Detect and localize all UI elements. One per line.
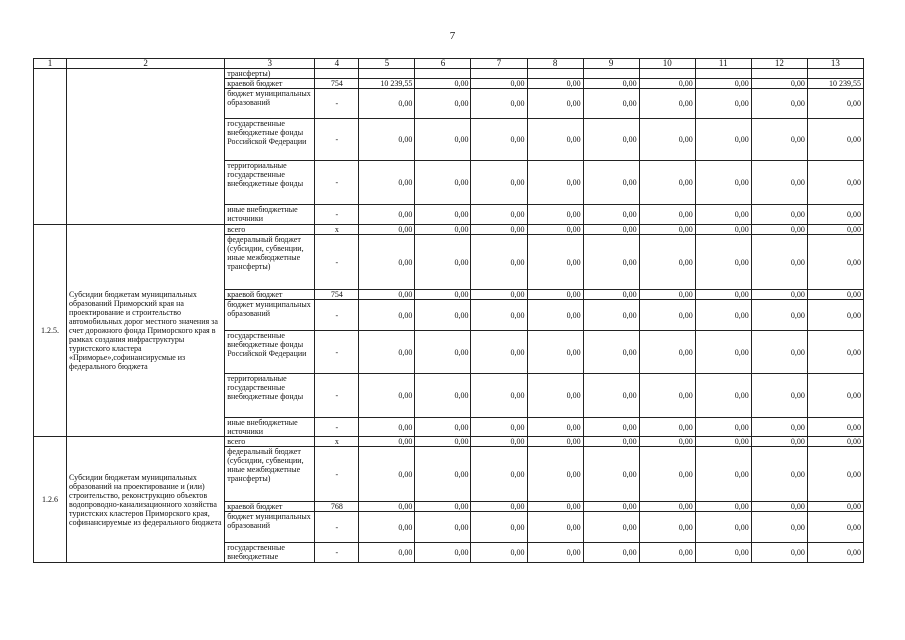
amount-cell: 0,00 (695, 418, 751, 437)
amount-cell: 0,00 (527, 79, 583, 89)
amount-cell: 0,00 (527, 512, 583, 543)
budget-code: - (315, 205, 359, 225)
amount-cell: 10 239,55 (807, 79, 863, 89)
funding-source: бюджет муниципальных образований (225, 300, 315, 331)
column-header: 3 (225, 59, 315, 69)
amount-cell: 0,00 (527, 225, 583, 235)
amount-cell: 0,00 (583, 79, 639, 89)
amount-cell: 0,00 (415, 161, 471, 205)
budget-code: 754 (315, 290, 359, 300)
amount-cell: 0,00 (527, 205, 583, 225)
amount-cell: 0,00 (359, 119, 415, 161)
amount-cell: 0,00 (583, 512, 639, 543)
amount-cell: 0,00 (751, 205, 807, 225)
amount-cell: 0,00 (639, 225, 695, 235)
amount-cell: 0,00 (807, 447, 863, 502)
amount-cell: 0,00 (695, 447, 751, 502)
amount-cell: 0,00 (807, 300, 863, 331)
budget-code: - (315, 235, 359, 290)
amount-cell: 0,00 (583, 290, 639, 300)
amount-cell: 0,00 (527, 543, 583, 563)
amount-cell: 0,00 (807, 543, 863, 563)
funding-source: территориальные государственные внебюджетные фонды (225, 161, 315, 205)
amount-cell: 0,00 (359, 437, 415, 447)
amount-cell (527, 69, 583, 79)
amount-cell: 0,00 (751, 225, 807, 235)
amount-cell (695, 69, 751, 79)
column-header: 11 (695, 59, 751, 69)
amount-cell: 0,00 (695, 300, 751, 331)
amount-cell: 0,00 (695, 161, 751, 205)
amount-cell: 0,00 (471, 89, 527, 119)
amount-cell: 0,00 (639, 543, 695, 563)
amount-cell: 0,00 (751, 79, 807, 89)
amount-cell: 0,00 (471, 290, 527, 300)
amount-cell: 0,00 (527, 290, 583, 300)
amount-cell: 0,00 (471, 502, 527, 512)
amount-cell (751, 69, 807, 79)
item-code: 1.2.5. (34, 225, 67, 437)
amount-cell: 0,00 (807, 374, 863, 418)
amount-cell: 0,00 (471, 437, 527, 447)
table-row (34, 437, 864, 447)
amount-cell: 0,00 (639, 437, 695, 447)
amount-cell: 0,00 (583, 89, 639, 119)
amount-cell: 0,00 (471, 512, 527, 543)
amount-cell: 0,00 (639, 331, 695, 374)
amount-cell: 0,00 (639, 89, 695, 119)
amount-cell: 0,00 (415, 205, 471, 225)
amount-cell: 0,00 (527, 119, 583, 161)
amount-cell: 0,00 (639, 512, 695, 543)
amount-cell: 0,00 (639, 79, 695, 89)
amount-cell: 0,00 (415, 374, 471, 418)
amount-cell: 0,00 (527, 374, 583, 418)
budget-code: - (315, 119, 359, 161)
budget-code: - (315, 543, 359, 563)
amount-cell: 0,00 (471, 79, 527, 89)
amount-cell: 0,00 (359, 89, 415, 119)
amount-cell: 0,00 (415, 300, 471, 331)
amount-cell: 0,00 (807, 89, 863, 119)
amount-cell: 0,00 (639, 290, 695, 300)
amount-cell: 0,00 (471, 119, 527, 161)
amount-cell: 0,00 (359, 502, 415, 512)
amount-cell: 0,00 (359, 543, 415, 563)
amount-cell: 0,00 (639, 161, 695, 205)
amount-cell: 0,00 (415, 437, 471, 447)
budget-table (33, 58, 864, 563)
table-row (34, 69, 864, 79)
amount-cell: 0,00 (527, 447, 583, 502)
amount-cell: 0,00 (471, 447, 527, 502)
amount-cell: 0,00 (527, 89, 583, 119)
amount-cell: 0,00 (471, 543, 527, 563)
amount-cell (583, 69, 639, 79)
amount-cell: 0,00 (471, 418, 527, 437)
header-row (34, 59, 864, 69)
amount-cell: 0,00 (359, 418, 415, 437)
budget-code: - (315, 374, 359, 418)
column-header: 13 (807, 59, 863, 69)
amount-cell: 0,00 (471, 225, 527, 235)
amount-cell: 0,00 (639, 447, 695, 502)
funding-source: бюджет муниципальных образований (225, 89, 315, 119)
amount-cell: 0,00 (639, 418, 695, 437)
funding-source: краевой бюджет (225, 290, 315, 300)
funding-source: государственные внебюджетные фонды Российской Федерации (225, 331, 315, 374)
amount-cell: 0,00 (359, 374, 415, 418)
budget-code: х (315, 437, 359, 447)
amount-cell: 0,00 (527, 437, 583, 447)
funding-source: иные внебюджетные источники (225, 418, 315, 437)
amount-cell: 0,00 (695, 79, 751, 89)
column-header: 8 (527, 59, 583, 69)
budget-code: - (315, 331, 359, 374)
funding-source: краевой бюджет (225, 79, 315, 89)
amount-cell: 0,00 (527, 418, 583, 437)
amount-cell: 0,00 (751, 418, 807, 437)
amount-cell: 0,00 (359, 225, 415, 235)
budget-code: - (315, 161, 359, 205)
amount-cell: 0,00 (583, 331, 639, 374)
amount-cell: 0,00 (583, 225, 639, 235)
amount-cell: 0,00 (527, 331, 583, 374)
amount-cell: 0,00 (583, 300, 639, 331)
amount-cell: 0,00 (695, 89, 751, 119)
amount-cell: 0,00 (415, 512, 471, 543)
amount-cell: 0,00 (807, 290, 863, 300)
amount-cell: 0,00 (751, 374, 807, 418)
amount-cell: 0,00 (751, 512, 807, 543)
amount-cell: 0,00 (359, 161, 415, 205)
amount-cell: 0,00 (751, 502, 807, 512)
item-description (67, 69, 225, 225)
amount-cell: 0,00 (751, 331, 807, 374)
funding-source: федеральный бюджет (субсидии, субвенции, иные межбюджетные трансферты) (225, 235, 315, 290)
funding-source: государственные внебюджетные (225, 543, 315, 563)
column-header: 5 (359, 59, 415, 69)
amount-cell: 0,00 (583, 374, 639, 418)
amount-cell: 0,00 (807, 437, 863, 447)
amount-cell: 0,00 (751, 300, 807, 331)
amount-cell (639, 69, 695, 79)
amount-cell: 0,00 (695, 543, 751, 563)
amount-cell: 0,00 (583, 205, 639, 225)
amount-cell: 0,00 (639, 205, 695, 225)
funding-source: всего (225, 225, 315, 235)
amount-cell: 0,00 (583, 161, 639, 205)
table-body (34, 59, 864, 563)
funding-source: государственные внебюджетные фонды Российской Федерации (225, 119, 315, 161)
amount-cell: 0,00 (807, 502, 863, 512)
amount-cell: 0,00 (415, 290, 471, 300)
amount-cell: 0,00 (639, 119, 695, 161)
amount-cell: 0,00 (415, 119, 471, 161)
amount-cell: 0,00 (751, 119, 807, 161)
amount-cell: 0,00 (695, 437, 751, 447)
column-header: 12 (751, 59, 807, 69)
amount-cell: 0,00 (807, 418, 863, 437)
funding-source: трансферты) (225, 69, 315, 79)
column-header: 4 (315, 59, 359, 69)
budget-code: - (315, 418, 359, 437)
amount-cell: 0,00 (471, 235, 527, 290)
amount-cell: 0,00 (415, 79, 471, 89)
amount-cell: 0,00 (583, 235, 639, 290)
column-header: 10 (639, 59, 695, 69)
budget-code: 768 (315, 502, 359, 512)
amount-cell: 0,00 (415, 331, 471, 374)
column-header: 2 (67, 59, 225, 69)
amount-cell: 0,00 (807, 205, 863, 225)
column-header: 9 (583, 59, 639, 69)
amount-cell: 0,00 (359, 235, 415, 290)
funding-source: федеральный бюджет (субсидии, субвенции, иные межбюджетные трансферты) (225, 447, 315, 502)
funding-source: территориальные государственные внебюджетные фонды (225, 374, 315, 418)
budget-code: - (315, 89, 359, 119)
column-header: 1 (34, 59, 67, 69)
amount-cell: 0,00 (695, 235, 751, 290)
amount-cell: 0,00 (415, 447, 471, 502)
budget-code (315, 69, 359, 79)
amount-cell: 0,00 (807, 119, 863, 161)
amount-cell: 0,00 (695, 290, 751, 300)
amount-cell: 0,00 (807, 331, 863, 374)
amount-cell: 0,00 (415, 502, 471, 512)
funding-source: всего (225, 437, 315, 447)
amount-cell (359, 69, 415, 79)
amount-cell: 0,00 (639, 300, 695, 331)
amount-cell: 0,00 (583, 447, 639, 502)
amount-cell: 0,00 (695, 374, 751, 418)
funding-source: бюджет муниципальных образований (225, 512, 315, 543)
item-code (34, 69, 67, 225)
amount-cell: 0,00 (471, 300, 527, 331)
amount-cell: 0,00 (527, 235, 583, 290)
amount-cell: 0,00 (471, 374, 527, 418)
amount-cell: 0,00 (695, 512, 751, 543)
amount-cell: 0,00 (527, 161, 583, 205)
amount-cell: 0,00 (695, 331, 751, 374)
amount-cell: 0,00 (695, 205, 751, 225)
budget-code: - (315, 447, 359, 502)
column-header: 6 (415, 59, 471, 69)
amount-cell: 0,00 (415, 235, 471, 290)
amount-cell: 0,00 (695, 225, 751, 235)
amount-cell (807, 69, 863, 79)
budget-code: - (315, 300, 359, 331)
amount-cell: 0,00 (751, 437, 807, 447)
amount-cell (415, 69, 471, 79)
amount-cell: 0,00 (471, 205, 527, 225)
amount-cell: 0,00 (359, 512, 415, 543)
amount-cell: 0,00 (583, 543, 639, 563)
amount-cell: 0,00 (415, 89, 471, 119)
amount-cell: 0,00 (695, 119, 751, 161)
amount-cell: 0,00 (359, 447, 415, 502)
amount-cell: 0,00 (583, 502, 639, 512)
amount-cell: 0,00 (639, 235, 695, 290)
funding-source: краевой бюджет (225, 502, 315, 512)
amount-cell: 0,00 (639, 374, 695, 418)
amount-cell: 0,00 (751, 235, 807, 290)
budget-code: 754 (315, 79, 359, 89)
amount-cell: 0,00 (807, 235, 863, 290)
item-description: Субсидии бюджетам муниципальных образований на проектирование и (или) строительство, реконструкцию объектов водопроводно-канализационного хозяйства туристских кластеров Приморского края, софинансируемые из федерального бюджета (67, 437, 225, 563)
amount-cell: 0,00 (751, 290, 807, 300)
amount-cell: 0,00 (583, 437, 639, 447)
amount-cell: 0,00 (639, 502, 695, 512)
table-row (34, 225, 864, 235)
amount-cell: 0,00 (695, 502, 751, 512)
amount-cell: 0,00 (471, 161, 527, 205)
amount-cell: 0,00 (359, 300, 415, 331)
amount-cell: 0,00 (359, 290, 415, 300)
amount-cell: 0,00 (751, 161, 807, 205)
budget-code: х (315, 225, 359, 235)
amount-cell: 0,00 (471, 331, 527, 374)
amount-cell: 0,00 (415, 418, 471, 437)
funding-source: иные внебюджетные источники (225, 205, 315, 225)
amount-cell: 0,00 (415, 543, 471, 563)
amount-cell: 0,00 (751, 543, 807, 563)
amount-cell: 0,00 (527, 300, 583, 331)
amount-cell: 0,00 (527, 502, 583, 512)
amount-cell: 0,00 (751, 447, 807, 502)
amount-cell: 0,00 (359, 331, 415, 374)
page-number: 7 (449, 30, 456, 42)
amount-cell: 0,00 (359, 205, 415, 225)
amount-cell: 0,00 (415, 225, 471, 235)
amount-cell: 0,00 (583, 119, 639, 161)
amount-cell (471, 69, 527, 79)
amount-cell: 0,00 (751, 89, 807, 119)
budget-code: - (315, 512, 359, 543)
amount-cell: 10 239,55 (359, 79, 415, 89)
amount-cell: 0,00 (583, 418, 639, 437)
column-header: 7 (471, 59, 527, 69)
amount-cell: 0,00 (807, 225, 863, 235)
item-description: Субсидии бюджетам муниципальных образований Приморский края на проектирование и строительство автомобильных дорог местного значения за счет дорожного фонда Приморского края в рамках создания инфраструктуры туристского кластера «Приморье»,софинансирусмые из федерального бюджета (67, 225, 225, 437)
amount-cell: 0,00 (807, 161, 863, 205)
amount-cell: 0,00 (807, 512, 863, 543)
item-code: 1.2.6 (34, 437, 67, 563)
